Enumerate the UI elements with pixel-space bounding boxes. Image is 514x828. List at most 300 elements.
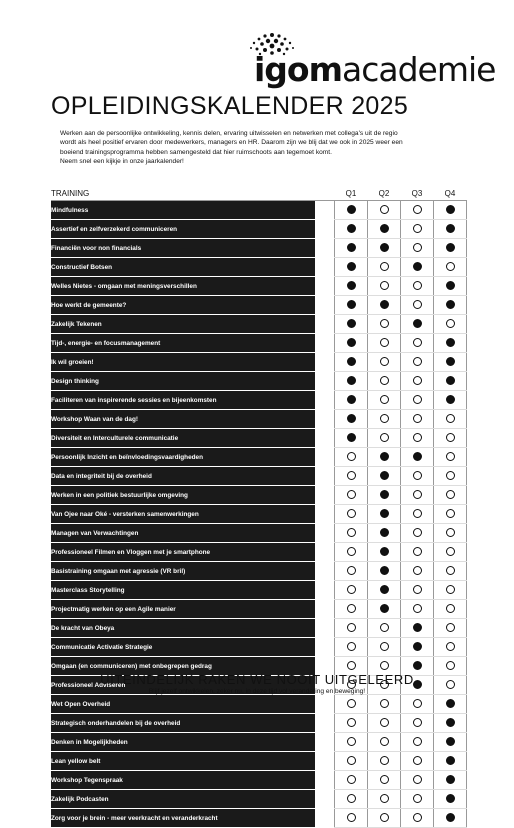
quarter-cell-q3	[401, 258, 434, 277]
quarter-cell-q2	[368, 695, 401, 714]
scheduled-dot-icon	[446, 300, 455, 309]
quarter-cell-q2	[368, 809, 401, 828]
not-scheduled-dot-icon	[446, 585, 455, 594]
training-name: Financiën voor non financials	[51, 239, 315, 258]
not-scheduled-dot-icon	[446, 661, 455, 670]
quarter-cell-q2	[368, 543, 401, 562]
table-row	[51, 714, 467, 733]
quarter-cell-q3	[401, 790, 434, 809]
quarter-cell-q4	[434, 505, 467, 524]
not-scheduled-dot-icon	[347, 813, 356, 822]
training-calendar-table	[51, 186, 467, 828]
scheduled-dot-icon	[380, 604, 389, 613]
quarter-cell-q1	[335, 733, 368, 752]
not-scheduled-dot-icon	[446, 642, 455, 651]
quarter-cell-q2	[368, 277, 401, 296]
not-scheduled-dot-icon	[413, 243, 422, 252]
not-scheduled-dot-icon	[380, 205, 389, 214]
quarter-cell-q2	[368, 714, 401, 733]
not-scheduled-dot-icon	[413, 566, 422, 575]
quarter-cell-q1	[335, 486, 368, 505]
table-row	[51, 505, 467, 524]
scheduled-dot-icon	[380, 547, 389, 556]
not-scheduled-dot-icon	[347, 490, 356, 499]
scheduled-dot-icon	[380, 243, 389, 252]
not-scheduled-dot-icon	[446, 471, 455, 480]
not-scheduled-dot-icon	[380, 756, 389, 765]
quarter-cell-q1	[335, 809, 368, 828]
quarter-cell-q3	[401, 353, 434, 372]
not-scheduled-dot-icon	[380, 661, 389, 670]
not-scheduled-dot-icon	[380, 642, 389, 651]
scheduled-dot-icon	[380, 490, 389, 499]
training-name: De kracht van Obeya	[51, 619, 315, 638]
quarter-cell-q3	[401, 220, 434, 239]
quarter-cell-q4	[434, 334, 467, 353]
scheduled-dot-icon	[380, 509, 389, 518]
scheduled-dot-icon	[347, 338, 356, 347]
not-scheduled-dot-icon	[413, 433, 422, 442]
quarter-cell-q4	[434, 277, 467, 296]
quarter-cell-q4	[434, 429, 467, 448]
not-scheduled-dot-icon	[380, 813, 389, 822]
quarter-cell-q3	[401, 752, 434, 771]
training-name: Managen van Verwachtingen	[51, 524, 315, 543]
table-row	[51, 391, 467, 410]
scheduled-dot-icon	[446, 376, 455, 385]
not-scheduled-dot-icon	[413, 775, 422, 784]
scheduled-dot-icon	[446, 281, 455, 290]
training-name: Strategisch onderhandelen bij de overheid	[51, 714, 315, 733]
scheduled-dot-icon	[446, 699, 455, 708]
quarter-cell-q4	[434, 410, 467, 429]
quarter-header: Q2	[368, 186, 401, 201]
scheduled-dot-icon	[446, 794, 455, 803]
intro-line: Neem snel een kijkje in onze jaarkalender!	[60, 158, 184, 166]
scheduled-dot-icon	[413, 623, 422, 632]
table-row	[51, 695, 467, 714]
scheduled-dot-icon	[380, 585, 389, 594]
quarter-cell-q2	[368, 296, 401, 315]
quarter-cell-q4	[434, 220, 467, 239]
quarter-cell-q1	[335, 201, 368, 220]
training-name: Design thinking	[51, 372, 315, 391]
scheduled-dot-icon	[446, 243, 455, 252]
table-row	[51, 467, 467, 486]
quarter-cell-q2	[368, 315, 401, 334]
brand-logo	[242, 30, 496, 89]
not-scheduled-dot-icon	[413, 376, 422, 385]
quarter-cell-q3	[401, 372, 434, 391]
scheduled-dot-icon	[347, 243, 356, 252]
training-name: Tijd-, energie- en focusmanagement	[51, 334, 315, 353]
training-name: Lean yellow belt	[51, 752, 315, 771]
not-scheduled-dot-icon	[380, 794, 389, 803]
quarter-cell-q2	[368, 353, 401, 372]
training-name: Basistraining omgaan met agressie (VR bril)	[51, 562, 315, 581]
scheduled-dot-icon	[446, 357, 455, 366]
quarter-cell-q3	[401, 391, 434, 410]
quarter-cell-q3	[401, 296, 434, 315]
quarter-cell-q1	[335, 752, 368, 771]
not-scheduled-dot-icon	[380, 262, 389, 271]
quarter-cell-q1	[335, 429, 368, 448]
quarter-cell-q2	[368, 486, 401, 505]
training-name: Zakelijk Podcasten	[51, 790, 315, 809]
quarter-cell-q2	[368, 429, 401, 448]
not-scheduled-dot-icon	[347, 756, 356, 765]
quarter-cell-q1	[335, 562, 368, 581]
scheduled-dot-icon	[347, 357, 356, 366]
table-row	[51, 315, 467, 334]
quarter-cell-q3	[401, 638, 434, 657]
intro-line: wordt als heel positief ervaren door medewerkers, managers en HR. Daarom zijn we blij dat we ook in 2025 weer een	[60, 139, 403, 147]
not-scheduled-dot-icon	[380, 395, 389, 404]
quarter-cell-q4	[434, 733, 467, 752]
quarter-cell-q2	[368, 372, 401, 391]
not-scheduled-dot-icon	[347, 604, 356, 613]
training-name: Diversiteit en Interculturele communicatie	[51, 429, 315, 448]
quarter-cell-q3	[401, 524, 434, 543]
quarter-cell-q1	[335, 600, 368, 619]
scheduled-dot-icon	[446, 395, 455, 404]
quarter-cell-q4	[434, 315, 467, 334]
quarter-cell-q4	[434, 467, 467, 486]
quarter-cell-q1	[335, 524, 368, 543]
scheduled-dot-icon	[347, 395, 356, 404]
table-row	[51, 353, 467, 372]
not-scheduled-dot-icon	[446, 604, 455, 613]
quarter-cell-q1	[335, 771, 368, 790]
quarter-header: Q4	[434, 186, 467, 201]
not-scheduled-dot-icon	[347, 623, 356, 632]
quarter-cell-q4	[434, 695, 467, 714]
not-scheduled-dot-icon	[380, 281, 389, 290]
quarter-cell-q2	[368, 524, 401, 543]
quarter-cell-q3	[401, 201, 434, 220]
not-scheduled-dot-icon	[413, 604, 422, 613]
not-scheduled-dot-icon	[446, 509, 455, 518]
quarter-cell-q2	[368, 752, 401, 771]
not-scheduled-dot-icon	[413, 699, 422, 708]
not-scheduled-dot-icon	[446, 433, 455, 442]
training-name: Communicatie Activatie Strategie	[51, 638, 315, 657]
not-scheduled-dot-icon	[446, 414, 455, 423]
quarter-cell-q4	[434, 353, 467, 372]
not-scheduled-dot-icon	[446, 452, 455, 461]
not-scheduled-dot-icon	[347, 452, 356, 461]
not-scheduled-dot-icon	[413, 737, 422, 746]
quarter-cell-q2	[368, 600, 401, 619]
quarter-cell-q3	[401, 733, 434, 752]
page-title: OPLEIDINGSKALENDER 2025	[51, 92, 409, 120]
not-scheduled-dot-icon	[413, 224, 422, 233]
quarter-cell-q2	[368, 239, 401, 258]
not-scheduled-dot-icon	[380, 623, 389, 632]
table-row	[51, 277, 467, 296]
scheduled-dot-icon	[347, 262, 356, 271]
logo-wordmark: igomacademie	[254, 50, 496, 89]
scheduled-dot-icon	[446, 338, 455, 347]
training-name: Ik wil groeien!	[51, 353, 315, 372]
quarter-cell-q4	[434, 790, 467, 809]
not-scheduled-dot-icon	[446, 528, 455, 537]
not-scheduled-dot-icon	[347, 642, 356, 651]
quarter-cell-q4	[434, 752, 467, 771]
not-scheduled-dot-icon	[413, 281, 422, 290]
training-name: Professioneel Filmen en Vloggen met je smartphone	[51, 543, 315, 562]
scheduled-dot-icon	[347, 319, 356, 328]
quarter-cell-q1	[335, 296, 368, 315]
quarter-cell-q1	[335, 391, 368, 410]
training-name: Mindfulness	[51, 201, 315, 220]
not-scheduled-dot-icon	[347, 775, 356, 784]
not-scheduled-dot-icon	[380, 357, 389, 366]
quarter-cell-q4	[434, 258, 467, 277]
table-row	[51, 296, 467, 315]
not-scheduled-dot-icon	[413, 490, 422, 499]
table-row	[51, 410, 467, 429]
scheduled-dot-icon	[446, 224, 455, 233]
not-scheduled-dot-icon	[413, 300, 422, 309]
quarter-cell-q2	[368, 334, 401, 353]
quarter-cell-q1	[335, 239, 368, 258]
not-scheduled-dot-icon	[380, 775, 389, 784]
quarter-cell-q1	[335, 410, 368, 429]
table-row	[51, 638, 467, 657]
scheduled-dot-icon	[347, 433, 356, 442]
table-row	[51, 543, 467, 562]
quarter-cell-q4	[434, 600, 467, 619]
quarter-header: Q3	[401, 186, 434, 201]
table-row	[51, 372, 467, 391]
quarter-cell-q1	[335, 220, 368, 239]
scheduled-dot-icon	[380, 224, 389, 233]
not-scheduled-dot-icon	[446, 319, 455, 328]
scheduled-dot-icon	[446, 205, 455, 214]
quarter-cell-q4	[434, 771, 467, 790]
training-column-header: TRAINING	[51, 186, 315, 201]
footer-slogan: UITEINDELIJK RAKEN WE NOOIT UITGELEERD	[100, 672, 414, 687]
not-scheduled-dot-icon	[347, 566, 356, 575]
quarter-cell-q4	[434, 714, 467, 733]
quarter-cell-q3	[401, 277, 434, 296]
intro-line: Werken aan de persoonlijke ontwikkeling, kennis delen, ervaring uitwisselen en netwerken met collega's uit de regio	[60, 130, 398, 137]
not-scheduled-dot-icon	[413, 338, 422, 347]
quarter-cell-q1	[335, 790, 368, 809]
training-name: Zakelijk Tekenen	[51, 315, 315, 334]
quarter-cell-q1	[335, 372, 368, 391]
quarter-cell-q1	[335, 334, 368, 353]
not-scheduled-dot-icon	[413, 813, 422, 822]
quarter-cell-q3	[401, 809, 434, 828]
scheduled-dot-icon	[413, 452, 422, 461]
scheduled-dot-icon	[347, 414, 356, 423]
quarter-cell-q3	[401, 239, 434, 258]
training-name: Wet Open Overheid	[51, 695, 315, 714]
not-scheduled-dot-icon	[413, 756, 422, 765]
training-name: Masterclass Storytelling	[51, 581, 315, 600]
quarter-cell-q3	[401, 581, 434, 600]
quarter-cell-q4	[434, 372, 467, 391]
quarter-cell-q2	[368, 467, 401, 486]
not-scheduled-dot-icon	[413, 471, 422, 480]
not-scheduled-dot-icon	[413, 528, 422, 537]
intro-line: boeiend trainingsprogramma hebben samengesteld dat hier ruimschoots aan tegemoet komt.	[60, 148, 332, 156]
training-rows	[51, 201, 467, 828]
quarter-cell-q2	[368, 410, 401, 429]
table-row	[51, 220, 467, 239]
not-scheduled-dot-icon	[347, 699, 356, 708]
quarter-cell-q2	[368, 258, 401, 277]
not-scheduled-dot-icon	[347, 547, 356, 556]
quarter-cell-q1	[335, 714, 368, 733]
table-row	[51, 486, 467, 505]
quarter-cell-q4	[434, 486, 467, 505]
not-scheduled-dot-icon	[446, 566, 455, 575]
scheduled-dot-icon	[347, 300, 356, 309]
quarter-header: Q1	[335, 186, 368, 201]
training-name: Omgaan (en communiceren) met onbegrepen gedrag	[51, 657, 315, 676]
scheduled-dot-icon	[347, 224, 356, 233]
quarter-cell-q4	[434, 524, 467, 543]
scheduled-dot-icon	[347, 205, 356, 214]
quarter-cell-q4	[434, 809, 467, 828]
scheduled-dot-icon	[380, 566, 389, 575]
training-name: Persoonlijk Inzicht en beïnvloedingsvaardigheden	[51, 448, 315, 467]
not-scheduled-dot-icon	[413, 547, 422, 556]
quarter-cell-q3	[401, 334, 434, 353]
scheduled-dot-icon	[347, 376, 356, 385]
scheduled-dot-icon	[380, 528, 389, 537]
table-row	[51, 448, 467, 467]
scheduled-dot-icon	[380, 300, 389, 309]
table-row	[51, 809, 467, 828]
quarter-cell-q3	[401, 505, 434, 524]
table-row	[51, 239, 467, 258]
quarter-cell-q1	[335, 505, 368, 524]
quarter-cell-q1	[335, 695, 368, 714]
table-row	[51, 581, 467, 600]
quarter-cell-q2	[368, 201, 401, 220]
table-row	[51, 790, 467, 809]
not-scheduled-dot-icon	[347, 509, 356, 518]
table-row	[51, 334, 467, 353]
training-name: Professioneel Adviseren	[51, 676, 315, 695]
quarter-cell-q1	[335, 258, 368, 277]
quarter-cell-q1	[335, 353, 368, 372]
quarter-cell-q2	[368, 448, 401, 467]
not-scheduled-dot-icon	[413, 357, 422, 366]
not-scheduled-dot-icon	[380, 414, 389, 423]
training-name: Workshop Tegenspraak	[51, 771, 315, 790]
table-row	[51, 619, 467, 638]
quarter-cell-q1	[335, 315, 368, 334]
not-scheduled-dot-icon	[413, 585, 422, 594]
quarter-cell-q4	[434, 201, 467, 220]
footer-subtext: Blijf jezelf ontwikkelen, zeker nu, in deze tijd vol verandering en beweging!	[148, 688, 366, 695]
quarter-cell-q3	[401, 619, 434, 638]
not-scheduled-dot-icon	[413, 794, 422, 803]
quarter-cell-q3	[401, 695, 434, 714]
quarter-cell-q4	[434, 239, 467, 258]
quarter-cell-q3	[401, 562, 434, 581]
table-row	[51, 524, 467, 543]
not-scheduled-dot-icon	[413, 509, 422, 518]
quarter-cell-q3	[401, 448, 434, 467]
quarter-cell-q4	[434, 581, 467, 600]
quarter-cell-q3	[401, 543, 434, 562]
quarter-cell-q3	[401, 315, 434, 334]
not-scheduled-dot-icon	[413, 395, 422, 404]
not-scheduled-dot-icon	[347, 585, 356, 594]
not-scheduled-dot-icon	[413, 414, 422, 423]
quarter-cell-q2	[368, 638, 401, 657]
not-scheduled-dot-icon	[380, 376, 389, 385]
quarter-cell-q2	[368, 562, 401, 581]
scheduled-dot-icon	[446, 813, 455, 822]
quarter-cell-q1	[335, 619, 368, 638]
not-scheduled-dot-icon	[380, 433, 389, 442]
scheduled-dot-icon	[446, 775, 455, 784]
quarter-cell-q3	[401, 714, 434, 733]
not-scheduled-dot-icon	[446, 623, 455, 632]
scheduled-dot-icon	[413, 262, 422, 271]
quarter-cell-q4	[434, 448, 467, 467]
not-scheduled-dot-icon	[347, 471, 356, 480]
quarter-cell-q3	[401, 600, 434, 619]
not-scheduled-dot-icon	[446, 547, 455, 556]
table-row	[51, 600, 467, 619]
not-scheduled-dot-icon	[347, 737, 356, 746]
table-row	[51, 752, 467, 771]
quarter-cell-q4	[434, 296, 467, 315]
scheduled-dot-icon	[446, 756, 455, 765]
quarter-cell-q2	[368, 771, 401, 790]
quarter-cell-q1	[335, 543, 368, 562]
table-row	[51, 771, 467, 790]
quarter-cell-q1	[335, 581, 368, 600]
training-name: Assertief en zelfverzekerd communiceren	[51, 220, 315, 239]
intro-text	[60, 129, 460, 167]
quarter-cell-q1	[335, 467, 368, 486]
not-scheduled-dot-icon	[413, 205, 422, 214]
quarter-cell-q1	[335, 448, 368, 467]
quarter-cell-q3	[401, 429, 434, 448]
training-name: Projectmatig werken op een Agile manier	[51, 600, 315, 619]
quarter-cell-q1	[335, 277, 368, 296]
not-scheduled-dot-icon	[380, 319, 389, 328]
not-scheduled-dot-icon	[446, 490, 455, 499]
training-name: Denken in Mogelijkheden	[51, 733, 315, 752]
not-scheduled-dot-icon	[347, 661, 356, 670]
scheduled-dot-icon	[413, 642, 422, 651]
not-scheduled-dot-icon	[380, 338, 389, 347]
quarter-cell-q4	[434, 543, 467, 562]
quarter-cell-q3	[401, 467, 434, 486]
training-name: Werken in een politiek bestuurlijke omgeving	[51, 486, 315, 505]
quarter-cell-q3	[401, 771, 434, 790]
quarter-cell-q4	[434, 391, 467, 410]
scheduled-dot-icon	[347, 281, 356, 290]
training-name: Welles Nietes - omgaan met meningsverschillen	[51, 277, 315, 296]
scheduled-dot-icon	[413, 319, 422, 328]
quarter-cell-q4	[434, 619, 467, 638]
training-name: Van Ojee naar Oké - versterken samenwerkingen	[51, 505, 315, 524]
training-name: Data en integriteit bij de overheid	[51, 467, 315, 486]
quarter-cell-q2	[368, 220, 401, 239]
training-name: Zorg voor je brein - meer veerkracht en veranderkracht	[51, 809, 315, 828]
